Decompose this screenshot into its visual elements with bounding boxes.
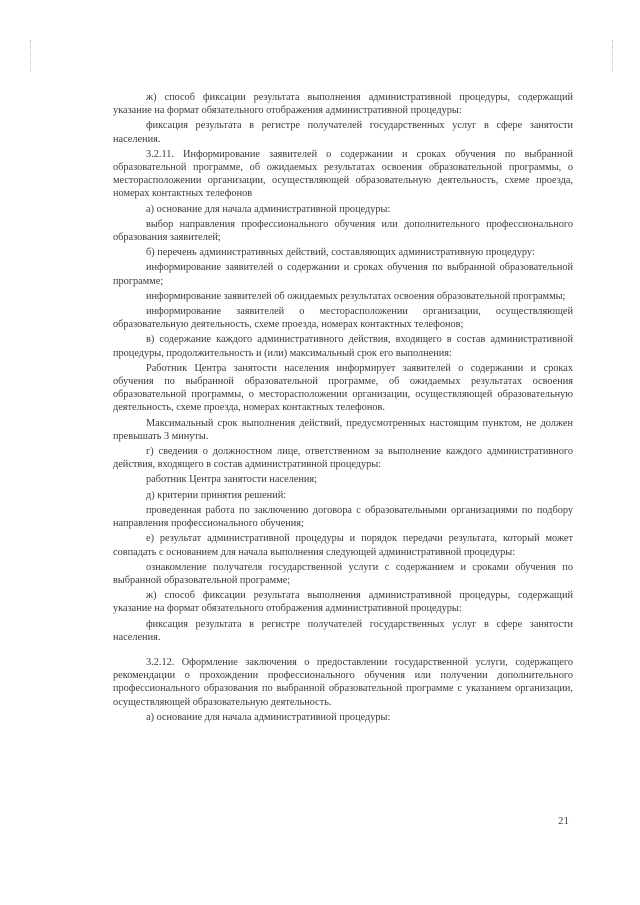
paragraph: д) критерии принятия решений: <box>146 489 287 501</box>
paragraph: а) основание для начала административной процедуры: <box>146 203 391 215</box>
paragraph: в) содержание каждого административного действия, входящего в состав административной процедуры, продолжительность и (или) максимальный срок его выполнения: <box>113 334 573 359</box>
paragraph: б) перечень административных действий, составляющих административную процедуру: <box>146 247 535 259</box>
paragraph: ж) способ фиксации результата выполнения административной процедуры, содержащий указание на формат обязательного отображения административной процедуры: <box>113 590 573 615</box>
right-margin-mark <box>612 40 614 72</box>
paragraph: проведенная работа по заключению договора с образовательными организациями по подбору направления профессионального обучения; <box>113 504 573 530</box>
section-heading-3-2-11: 3.2.11. Информирование заявителей о содержании и сроках обучения по выбранной образовательной программе, об ожидаемых результатах освоения образовательной программы, о месторасположении организации, осуществляющей образовательную деятельность, схеме проезда, номерах контактных телефонов <box>113 148 573 200</box>
paragraph: фиксация результата в регистре получателей государственных услуг в сфере занятости населения. <box>113 120 573 145</box>
paragraph: Работник Центра занятости населения информирует заявителей о содержании и сроках обучения по выбранной образовательной программе, об ожидаемых результатах освоения образовательной программы, о месторасположении организации, осуществляющей образовательную деятельность, схеме проезда, номерах контактных телефонов. <box>113 362 573 414</box>
paragraph: фиксация результата в регистре получателей государственных услуг в сфере занятости населения. <box>113 618 573 643</box>
paragraph: е) результат административной процедуры и порядок передачи результата, который может совпадать с основанием для начала выполнения следующей административной процедуры: <box>113 533 573 558</box>
paragraph: а) основание для начала административной процедуры: <box>146 711 391 723</box>
paragraph: работник Центра занятости населения; <box>146 474 317 486</box>
paragraph: г) сведения о должностном лице, ответственном за выполнение каждого административного действия, входящего в состав административной процедуры: <box>113 446 573 471</box>
paragraph: выбор направления профессионального обучения или дополнительного профессионального образования заявителей; <box>113 218 573 244</box>
paragraph: ж) способ фиксации результата выполнения административной процедуры, содержащий указание на формат обязательного отображения административной процедуры: <box>113 92 573 117</box>
paragraph: информирование заявителей об ожидаемых результатах освоения образовательной программы; <box>146 290 566 302</box>
paragraph: информирование заявителей о месторасположении организации, осуществляющей образовательную деятельность, схеме проезда, номерах контактных телефонов; <box>113 306 573 331</box>
paragraph: информирование заявителей о содержании и сроках обучения по выбранной образовательной программе; <box>113 262 573 287</box>
paragraph: ознакомление получателя государственной услуги с содержанием и сроками обучения по выбранной образовательной программе; <box>113 561 573 586</box>
section-heading-3-2-12: 3.2.12. Оформление заключения о предоставлении государственной услуги, содержащего рекомендации о прохождении профессионального обучения или получении дополнительного профессионального образования по выбранной образовательной программе с указанием организации, осуществляющей образовательную деятельность. <box>113 656 573 708</box>
page-number: 21 <box>558 815 569 827</box>
paragraph: Максимальный срок выполнения действий, предусмотренных настоящим пунктом, не должен превышать 3 минуты. <box>113 417 573 442</box>
left-margin-mark <box>30 40 32 72</box>
body-text <box>113 91 573 726</box>
